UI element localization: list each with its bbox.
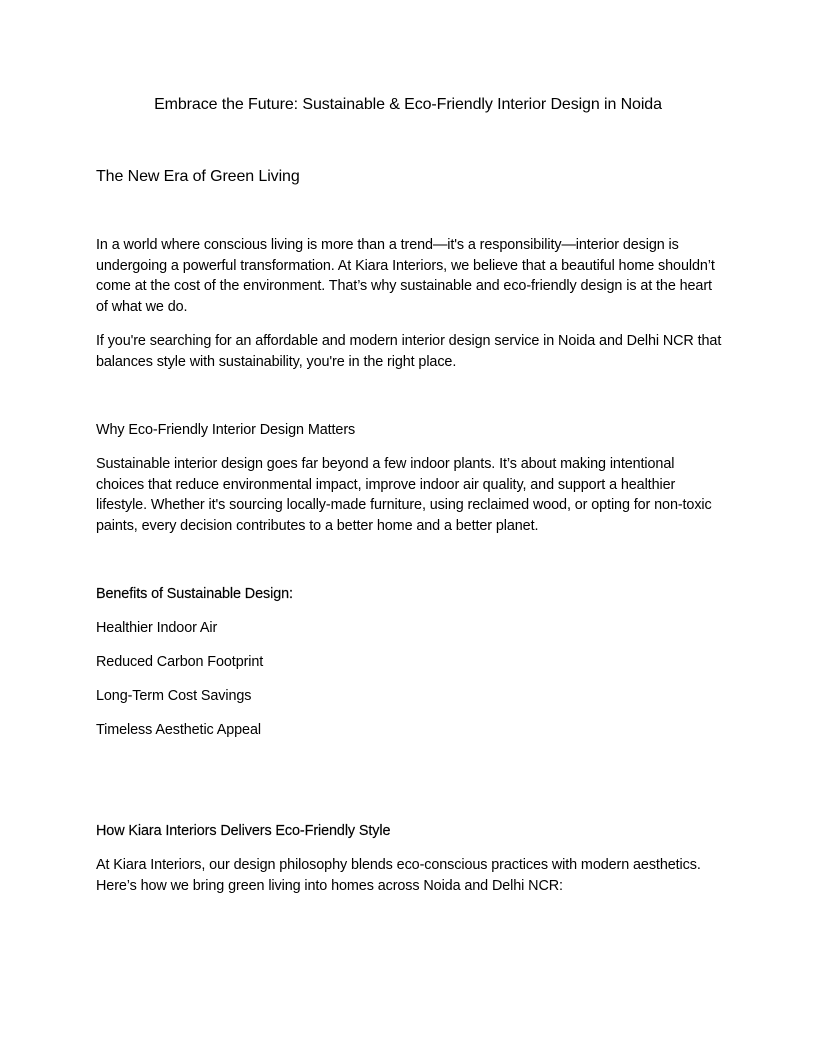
how-kiara-paragraph: At Kiara Interiors, our design philosophy blends eco-conscious practices with modern aesthetics. Here’s how we bring green living into homes across Noida and Delhi NCR: <box>96 857 701 894</box>
intro-paragraph-1: In a world where conscious living is more than a trend—it's a responsibility—interior design is undergoing a powerful transformation. At Kiara Interiors, we believe that a beautiful home shouldn’t come at the cost of the environment. That’s why sustainable and eco-friendly design is at the heart of what we do. <box>96 237 715 316</box>
section-heading-green-living: The New Era of Green Living <box>96 168 300 185</box>
benefits-heading: Benefits of Sustainable Design: <box>96 586 293 602</box>
document-title: Embrace the Future: Sustainable & Eco-Friendly Interior Design in Noida <box>154 96 662 113</box>
why-eco-paragraph: Sustainable interior design goes far beyond a few indoor plants. It’s about making intentional choices that reduce environmental impact, improve indoor air quality, and support a healthier lifestyle. Whether it's sourcing locally-made furniture, using reclaimed wood, or opting for non-toxic paints, every decision contributes to a better home and a better planet. <box>96 456 712 535</box>
benefit-item: Reduced Carbon Footprint <box>96 654 264 670</box>
intro-paragraph-2: If you're searching for an affordable and modern interior design service in Noida and Delhi NCR that balances style with sustainability, you're in the right place. <box>96 333 722 370</box>
section-heading-how-kiara: How Kiara Interiors Delivers Eco-Friendly Style <box>96 823 391 839</box>
benefit-item: Long-Term Cost Savings <box>96 688 252 704</box>
benefit-item: Timeless Aesthetic Appeal <box>96 722 261 738</box>
benefit-item: Healthier Indoor Air <box>96 620 218 636</box>
section-heading-why-eco: Why Eco-Friendly Interior Design Matters <box>96 422 356 438</box>
